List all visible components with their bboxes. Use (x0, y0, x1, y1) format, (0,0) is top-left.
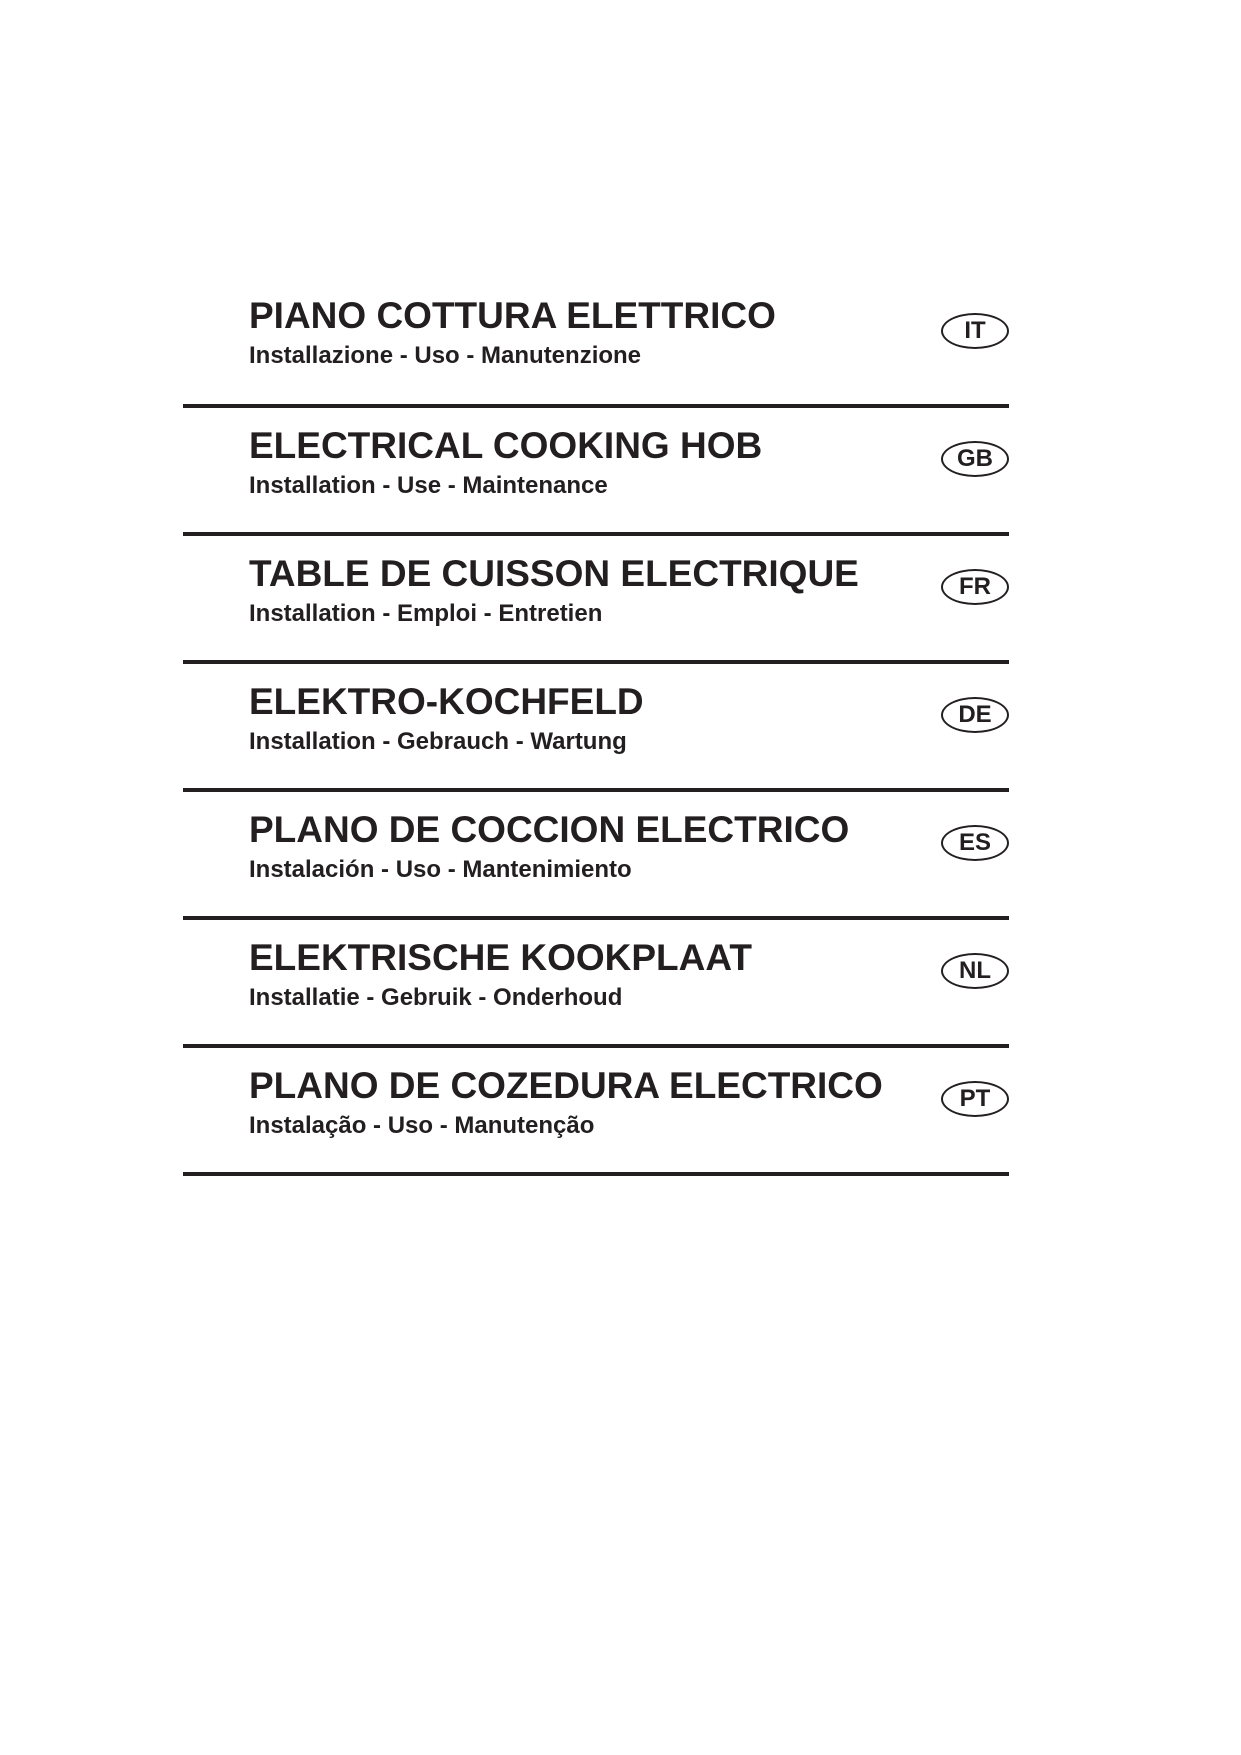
language-section-es (183, 788, 1009, 916)
section-subtitle: Instalación - Uso - Mantenimiento (249, 856, 632, 883)
language-section-pt (183, 1044, 1009, 1176)
language-section-de (183, 660, 1009, 788)
section-title: PLANO DE COZEDURA ELECTRICO (249, 1065, 883, 1106)
section-title: ELEKTRISCHE KOOKPLAAT (249, 937, 752, 978)
language-badge: IT (941, 313, 1009, 349)
language-section-nl (183, 916, 1009, 1044)
section-subtitle: Instalação - Uso - Manutenção (249, 1112, 595, 1139)
section-subtitle: Installation - Use - Maintenance (249, 472, 608, 499)
language-badge: NL (941, 953, 1009, 989)
section-title: ELEKTRO-KOCHFELD (249, 681, 644, 722)
section-title: ELECTRICAL COOKING HOB (249, 425, 763, 466)
language-badge: ES (941, 825, 1009, 861)
section-subtitle: Installazione - Uso - Manutenzione (249, 342, 642, 369)
language-section-it (183, 280, 1009, 404)
section-subtitle: Installation - Gebrauch - Wartung (249, 728, 627, 755)
language-section-list (183, 280, 1009, 1176)
section-title: PLANO DE COCCION ELECTRICO (249, 809, 850, 850)
language-badge: PT (941, 1081, 1009, 1117)
language-section-fr (183, 532, 1009, 660)
language-badge: GB (941, 441, 1009, 477)
language-badge: DE (941, 697, 1009, 733)
section-subtitle: Installatie - Gebruik - Onderhoud (249, 984, 623, 1011)
section-subtitle: Installation - Emploi - Entretien (249, 600, 603, 627)
language-badge: FR (941, 569, 1009, 605)
section-title: PIANO COTTURA ELETTRICO (249, 295, 776, 336)
section-title: TABLE DE CUISSON ELECTRIQUE (249, 553, 859, 594)
language-section-gb (183, 404, 1009, 532)
